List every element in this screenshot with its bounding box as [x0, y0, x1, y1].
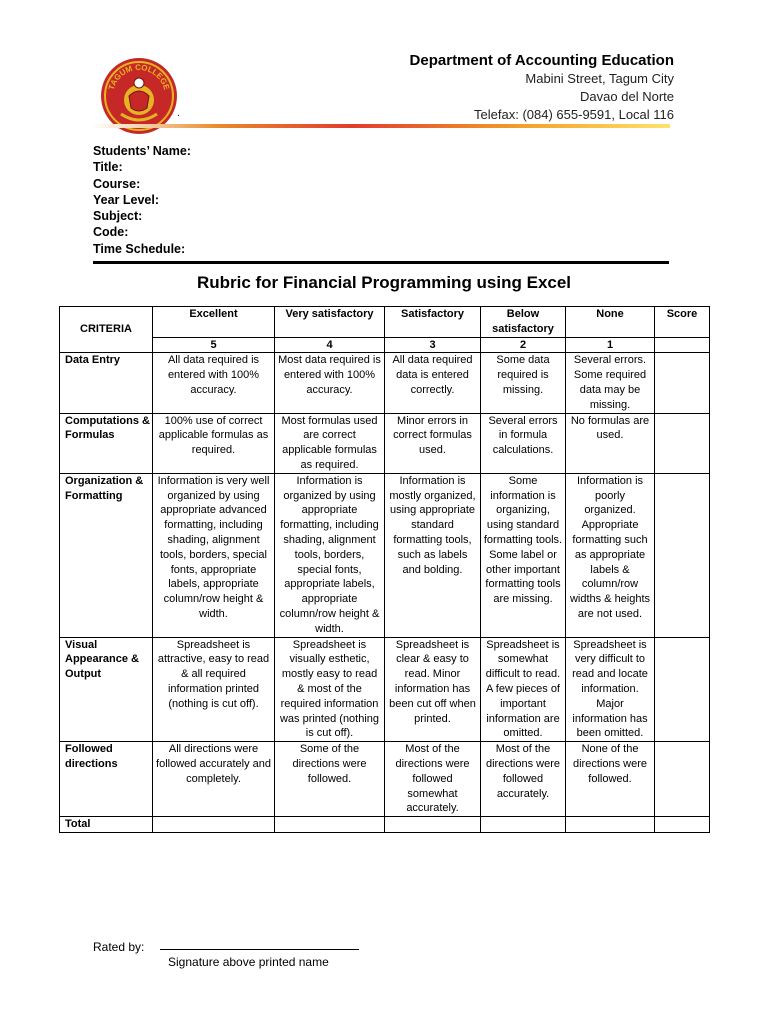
- rubric-cell: Several errors. Some required data may be missing.: [566, 353, 655, 413]
- rubric-cell: Spreadsheet is clear & easy to read. Minor information has been cut off when printed.: [385, 637, 481, 742]
- rubric-cell: Spreadsheet is visually esthetic, mostly easy to read & most of the required information was printed (nothing is cut off).: [275, 637, 385, 742]
- criterion-label: Visual Appearance & Output: [60, 637, 153, 742]
- rubric-points-row: [60, 337, 710, 353]
- field-subject: Subject:: [93, 209, 143, 224]
- document-title: Rubric for Financial Programming using Excel: [196, 273, 572, 292]
- criterion-label: Computations & Formulas: [60, 413, 153, 473]
- rubric-cell: Some information is organizing, using standard formatting tools. Some label or other important formatting tools are missing.: [481, 473, 566, 637]
- rubric-cell: Information is organized by using appropriate formatting, including shading, alignment tools, borders, special fonts, appropriate labels, appropriate column/row height & width.: [275, 473, 385, 637]
- student-info-fields: [93, 143, 191, 257]
- address-line-1: Mabini Street, Tagum City: [525, 71, 674, 86]
- criteria-header: CRITERIA: [60, 307, 153, 353]
- score-cell: [655, 742, 710, 817]
- field-time-schedule: Time Schedule:: [93, 241, 186, 256]
- field-course: Course:: [93, 176, 141, 191]
- level-points: 1: [566, 337, 655, 353]
- rubric-cell: All data required is entered with 100% accuracy.: [153, 353, 275, 413]
- rubric-cell: Most of the directions were followed somewhat accurately.: [385, 742, 481, 817]
- department-header: [410, 52, 674, 124]
- criterion-label: Data Entry: [60, 353, 153, 413]
- rubric-row-followed-directions: [60, 742, 710, 817]
- total-blank: [385, 817, 481, 833]
- rubric-cell: Most of the directions were followed accurately.: [481, 742, 566, 817]
- rubric-cell: Spreadsheet is very difficult to read and locate information. Major information has been omitted.: [566, 637, 655, 742]
- rubric-cell: Most data required is entered with 100% accuracy.: [275, 353, 385, 413]
- level-header: Satisfactory: [385, 307, 481, 338]
- rubric-table: [59, 306, 710, 833]
- score-blank: [655, 337, 710, 353]
- rubric-cell: Minor errors in correct formulas used.: [385, 413, 481, 473]
- total-blank: [481, 817, 566, 833]
- level-header: None: [566, 307, 655, 338]
- field-title: Title:: [93, 160, 123, 175]
- rubric-cell: 100% use of correct applicable formulas as required.: [153, 413, 275, 473]
- rubric-cell: All data required data is entered correctly.: [385, 353, 481, 413]
- level-points: 4: [275, 337, 385, 353]
- total-score-cell: [655, 817, 710, 833]
- field-code: Code:: [93, 225, 129, 240]
- stray-mark: .: [177, 108, 180, 119]
- rubric-row-organization: [60, 473, 710, 637]
- level-points: 5: [153, 337, 275, 353]
- field-students-name: Students’ Name:: [93, 144, 191, 158]
- level-points: 3: [385, 337, 481, 353]
- rubric-cell: Information is very well organized by using appropriate advanced formatting, including shading, alignment tools, borders, special fonts, appropriate labels, appropriate column/row height & width.: [153, 473, 275, 637]
- rubric-total-row: [60, 817, 710, 833]
- rubric-cell: All directions were followed accurately and completely.: [153, 742, 275, 817]
- signature-label: Signature above printed name: [168, 955, 329, 969]
- signature-line: [160, 949, 359, 950]
- total-label: Total: [60, 817, 153, 833]
- score-cell: [655, 637, 710, 742]
- rubric-cell: Most formulas used are correct applicable formulas as required.: [275, 413, 385, 473]
- svg-text:TAGUM COLLEGE: TAGUM COLLEGE: [106, 62, 172, 91]
- total-blank: [566, 817, 655, 833]
- rubric-cell: Some data required is missing.: [481, 353, 566, 413]
- rubric-cell: Some of the directions were followed.: [275, 742, 385, 817]
- total-blank: [153, 817, 275, 833]
- fields-divider: [93, 261, 669, 264]
- rubric-row-data-entry: [60, 353, 710, 413]
- score-cell: [655, 473, 710, 637]
- rubric-cell: Several errors in formula calculations.: [481, 413, 566, 473]
- rated-by-label: Rated by:: [93, 940, 145, 954]
- level-header: Excellent: [153, 307, 275, 338]
- score-cell: [655, 413, 710, 473]
- rubric-cell: Information is mostly organized, using appropriate standard formatting tools, such as labels and bolding.: [385, 473, 481, 637]
- department-name: Department of Accounting Education: [409, 52, 674, 69]
- telefax-line: Telefax: (084) 655-9591, Local 116: [474, 107, 674, 122]
- level-header: Very satisfactory: [275, 307, 385, 338]
- criterion-label: Organization & Formatting: [60, 473, 153, 637]
- score-cell: [655, 353, 710, 413]
- header-divider: [92, 124, 670, 128]
- level-points: 2: [481, 337, 566, 353]
- rubric-cell: Spreadsheet is attractive, easy to read & all required information printed (nothing is cut off).: [153, 637, 275, 742]
- rubric-row-visual-appearance: [60, 637, 710, 742]
- rubric-cell: Information is poorly organized. Appropriate formatting such as appropriate labels & column/row widths & heights are not used.: [566, 473, 655, 637]
- criterion-label: Followed directions: [60, 742, 153, 817]
- total-blank: [275, 817, 385, 833]
- address-line-2: Davao del Norte: [580, 89, 674, 104]
- level-header: Below satisfactory: [481, 307, 566, 338]
- rubric-row-computations: [60, 413, 710, 473]
- rubric-cell: None of the directions were followed.: [566, 742, 655, 817]
- field-year-level: Year Level:: [93, 192, 160, 207]
- score-header: Score: [655, 307, 710, 338]
- rubric-cell: Spreadsheet is somewhat difficult to read. A few pieces of important information are omitted.: [481, 637, 566, 742]
- rubric-header-row: [60, 307, 710, 338]
- rubric-cell: No formulas are used.: [566, 413, 655, 473]
